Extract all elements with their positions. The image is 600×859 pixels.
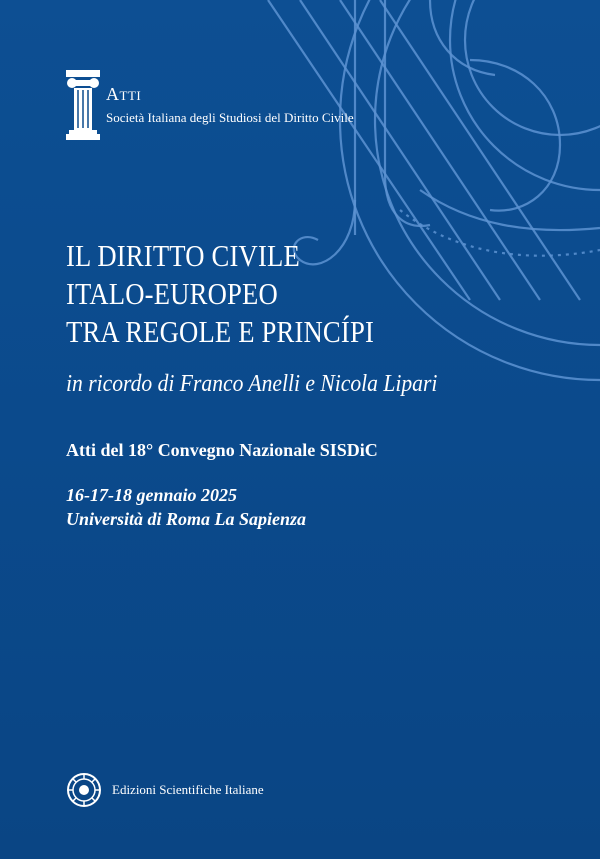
publisher-block <box>66 772 366 810</box>
series-title: Atti <box>106 84 142 104</box>
book-dedication: in ricordo di Franco Anelli e Nicola Lipari <box>66 371 438 397</box>
title-line: IL DIRITTO CIVILE <box>66 238 300 273</box>
conference-label: Atti del 18° Convegno Nazionale SISDiC <box>66 440 378 460</box>
publisher-seal-icon <box>66 772 102 808</box>
publisher-name: Edizioni Scientifiche Italiane <box>112 782 264 797</box>
series-subtitle: Società Italiana degli Studiosi del Diritto Civile <box>106 110 354 125</box>
title-line: ITALO-EUROPEO <box>66 276 278 311</box>
series-header <box>66 70 446 140</box>
conference-venue: Università di Roma La Sapienza <box>66 509 307 529</box>
title-line: TRA REGOLE E PRINCÍPI <box>66 314 375 349</box>
book-title <box>66 237 496 351</box>
ionic-column-icon <box>66 70 100 140</box>
conference-dates: 16-17-18 gennaio 2025 <box>66 485 237 505</box>
